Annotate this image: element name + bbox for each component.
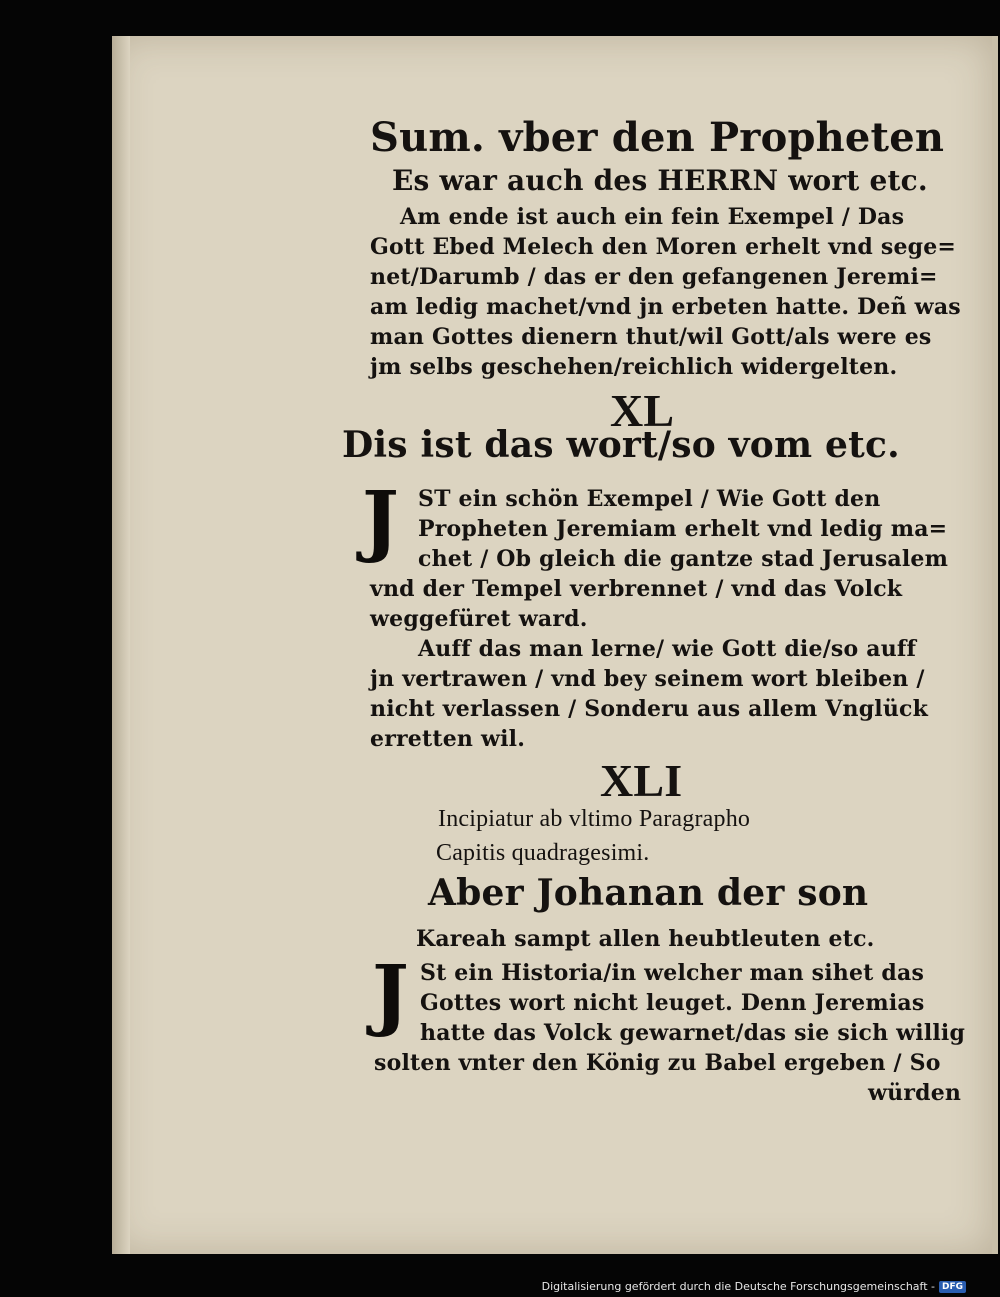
chapter-number-xl: XL: [610, 385, 675, 436]
text-line: chet / Ob gleich die gantze stad Jerusalem: [418, 546, 949, 572]
text-line: net/Darumb / das er den gefangenen Jeremi=: [370, 264, 938, 290]
text-line: ST ein schön Exempel / Wie Gott den: [418, 486, 881, 512]
text-line: Am ende ist auch ein fein Exempel / Das: [400, 204, 905, 230]
dropcap-initial: J: [372, 949, 409, 1040]
chapter-number-xli: XLI: [600, 755, 683, 806]
text-line: solten vnter den König zu Babel ergeben / So: [374, 1050, 941, 1076]
text-line: hatte das Volck gewarnet/das sie sich willig: [420, 1020, 966, 1046]
text-line: Gottes wort nicht leuget. Denn Jeremias: [420, 990, 925, 1016]
text-line: man Gottes dienern thut/wil Gott/als were es: [370, 324, 932, 350]
text-line: jm selbs geschehen/reichlich widergelten.: [370, 354, 898, 380]
text-line: jn vertrawen / vnd bey seinem wort bleiben /: [370, 666, 925, 692]
book-page: [112, 36, 998, 1254]
text-line: vnd der Tempel verbrennet / vnd das Volck: [370, 576, 903, 602]
catchword: würden: [868, 1080, 962, 1106]
credit-text: Digitalisierung gefördert durch die Deutsche Forschungsgemeinschaft -: [541, 1280, 935, 1293]
text-line: St ein Historia/in welcher man sihet das: [420, 960, 925, 986]
latin-line: Incipiatur ab vltimo Paragrapho: [438, 806, 751, 832]
text-line: Auff das man lerne/ wie Gott die/so auff: [418, 636, 917, 662]
text-line: Kareah sampt allen heubtleuten etc.: [416, 926, 875, 952]
dropcap-initial: J: [362, 475, 399, 566]
text-line: Propheten Jeremiam erhelt vnd ledig ma=: [418, 516, 948, 542]
text-line: erretten wil.: [370, 726, 526, 752]
text-line: Gott Ebed Melech den Moren erhelt vnd sege=: [370, 234, 957, 260]
dfg-logo: DFG: [939, 1281, 966, 1293]
text-line: am ledig machet/vnd jn erbeten hatte. Deñ was: [370, 294, 961, 320]
text-line: weggefüret ward.: [370, 606, 588, 632]
section-heading-aber: Aber Johanan der son: [428, 872, 869, 914]
section-heading-dis: Dis ist das wort/so vom etc.: [342, 424, 900, 466]
text-line: nicht verlassen / Sonderu aus allem Vnglück: [370, 696, 929, 722]
digitization-credit: [542, 1280, 966, 1293]
subheading-herrn-wort: Es war auch des HERRN wort etc.: [392, 164, 928, 197]
latin-line: Capitis quadragesimi.: [436, 840, 650, 866]
section-heading-sum: Sum. vber den Propheten: [370, 114, 945, 161]
